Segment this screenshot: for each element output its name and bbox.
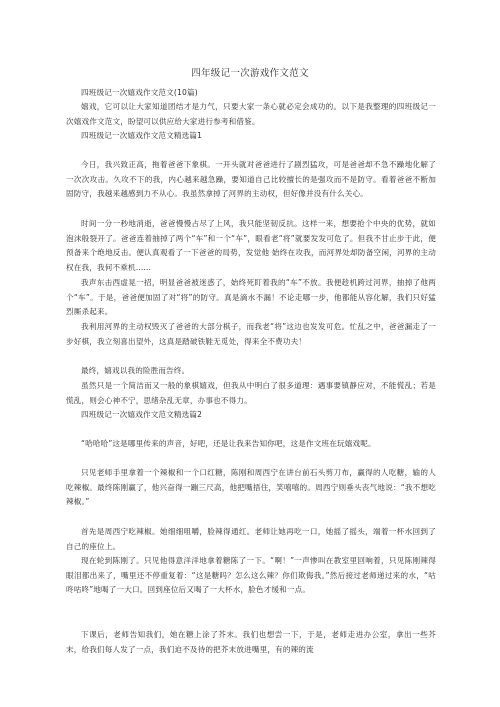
paragraph: 首先是周西宁吃辣椒。她细细咀嚼，脸辣得通红。老师让她再吃一口，她摇了摇头，端着一杯水回到了自己的座位上。 [66, 527, 436, 551]
paragraph: 现在轮到陈刚了。只见他得意洋洋地拿着糖陈了一下。“啊！”一声惨叫在教室里回响着，只见陈刚辣得眼泪都出来了，嘴里还不停重复着：“这是糖吗？怎么这么辣？你们欺侮我。”然后接过老师递过来的水，“咕咚咕咚”地喝了一大口。回到座位后又喝了一大杯水，脸色才缓和一点。 [66, 556, 436, 595]
section-heading-1: 四班级记一次嬉戏作文范文精选篇1 [81, 131, 203, 140]
paragraph: 我声东击西虚晃一招，明显爸爸被迷惑了，始终死盯着我的“车”不放。我便趁机跨过河界，抽掉了他两个“车”。于是，爸爸便加固了对“将”的防守。真是滴水不漏！不论走哪一步，他都能从容化解，我们只好猛烈厮杀起来。 [66, 278, 436, 317]
paragraph: 我利用河界的主动权毁灭了爸爸的大部分棋子，而我老“将”这边也发发可危。忙乱之中，爸爸漏走了一步好棋，我立刻喜出望外，这真是踏破铁鞋无觅处，得来全不费功夫！ [66, 322, 436, 346]
paragraph: 最终，嬉戏以我的险胜而告终。 [81, 366, 190, 375]
section-heading-2: 四班级记一次嬉戏作文范文精选篇2 [81, 410, 203, 419]
intro-paragraph: 嬉戏，它可以让大家知道团结才是力气，只要大家一条心就必定会成功的。以下是我整理的四班级记一次嬉戏作文范文，盼望可以供应给大家进行参考和借鉴。 [66, 102, 436, 126]
paragraph: “哈哈哈”这是哪里传来的声音，好吧，还是让我来告知你吧，这是作文班在玩嬉戏呢。 [81, 439, 376, 448]
paragraph: 下课后，老师告知我们，她在糖上涂了芥末。我们也想尝一下，于是，老师走进办公室，拿出一些芥末，给我们每人发了一点，我们迫不及待的把芥末放进嘴里，有的辣的流 [66, 630, 436, 654]
paragraph: 时间一分一秒地消逝，爸爸慢慢占尽了上风，我只能坚韧反抗。这样一来，想要抢个中央的优势，就如泡沫般裂开了。爸爸连着抽掉了两个“车”和一个“车”，眼看老“将”就要发发可危了。但我不甘止步于此，便预备来个绝地反击。便认真观看了一下爸爸的局势，发觉他 始终在攻我，而河界处却防备空闲，河界的主动权在我，我何不乘机…… [66, 219, 436, 272]
document-title: 四年级记一次游戏作文范文 [191, 68, 309, 79]
paragraph: 今日，我兴致正高，拖着爸爸下象棋。一开头就对爸爸进行了剧烈猛攻，可是爸爸却不急不躁地化解了一次次攻击。久攻不下的我，内心越来越急躁，要知道自己比较擅长的是强攻而不是防守。看着爸爸不断加固防守，我越来越感到力不从心。我虽然拿掉了河界的主动权，但好像并没有什么关心。 [66, 160, 436, 199]
paragraph: 只见老师手里拿着一个辣椒和一个口红糖，陈刚和周西宁在讲台前石头剪刀布，赢得的人吃糖，输的人吃辣椒。最终陈刚赢了，他兴奋得一蹦三尺高，他把嘴捂住，笑嘻嘻的。周西宁则垂头丧气地说：“我不想吃辣椒。” [66, 468, 436, 507]
paragraph: 虽然只是一个简洁而又一般的象棋嬉戏，但我从中明白了很多道理：遇事要镇静应对，不能慌乱；若是慌乱，则会心神不宁，思绪杂乱无章，办事也不得力。 [66, 381, 436, 405]
doc-subtitle: 四班级记一次嬉戏作文范文(10篇) [81, 88, 198, 97]
